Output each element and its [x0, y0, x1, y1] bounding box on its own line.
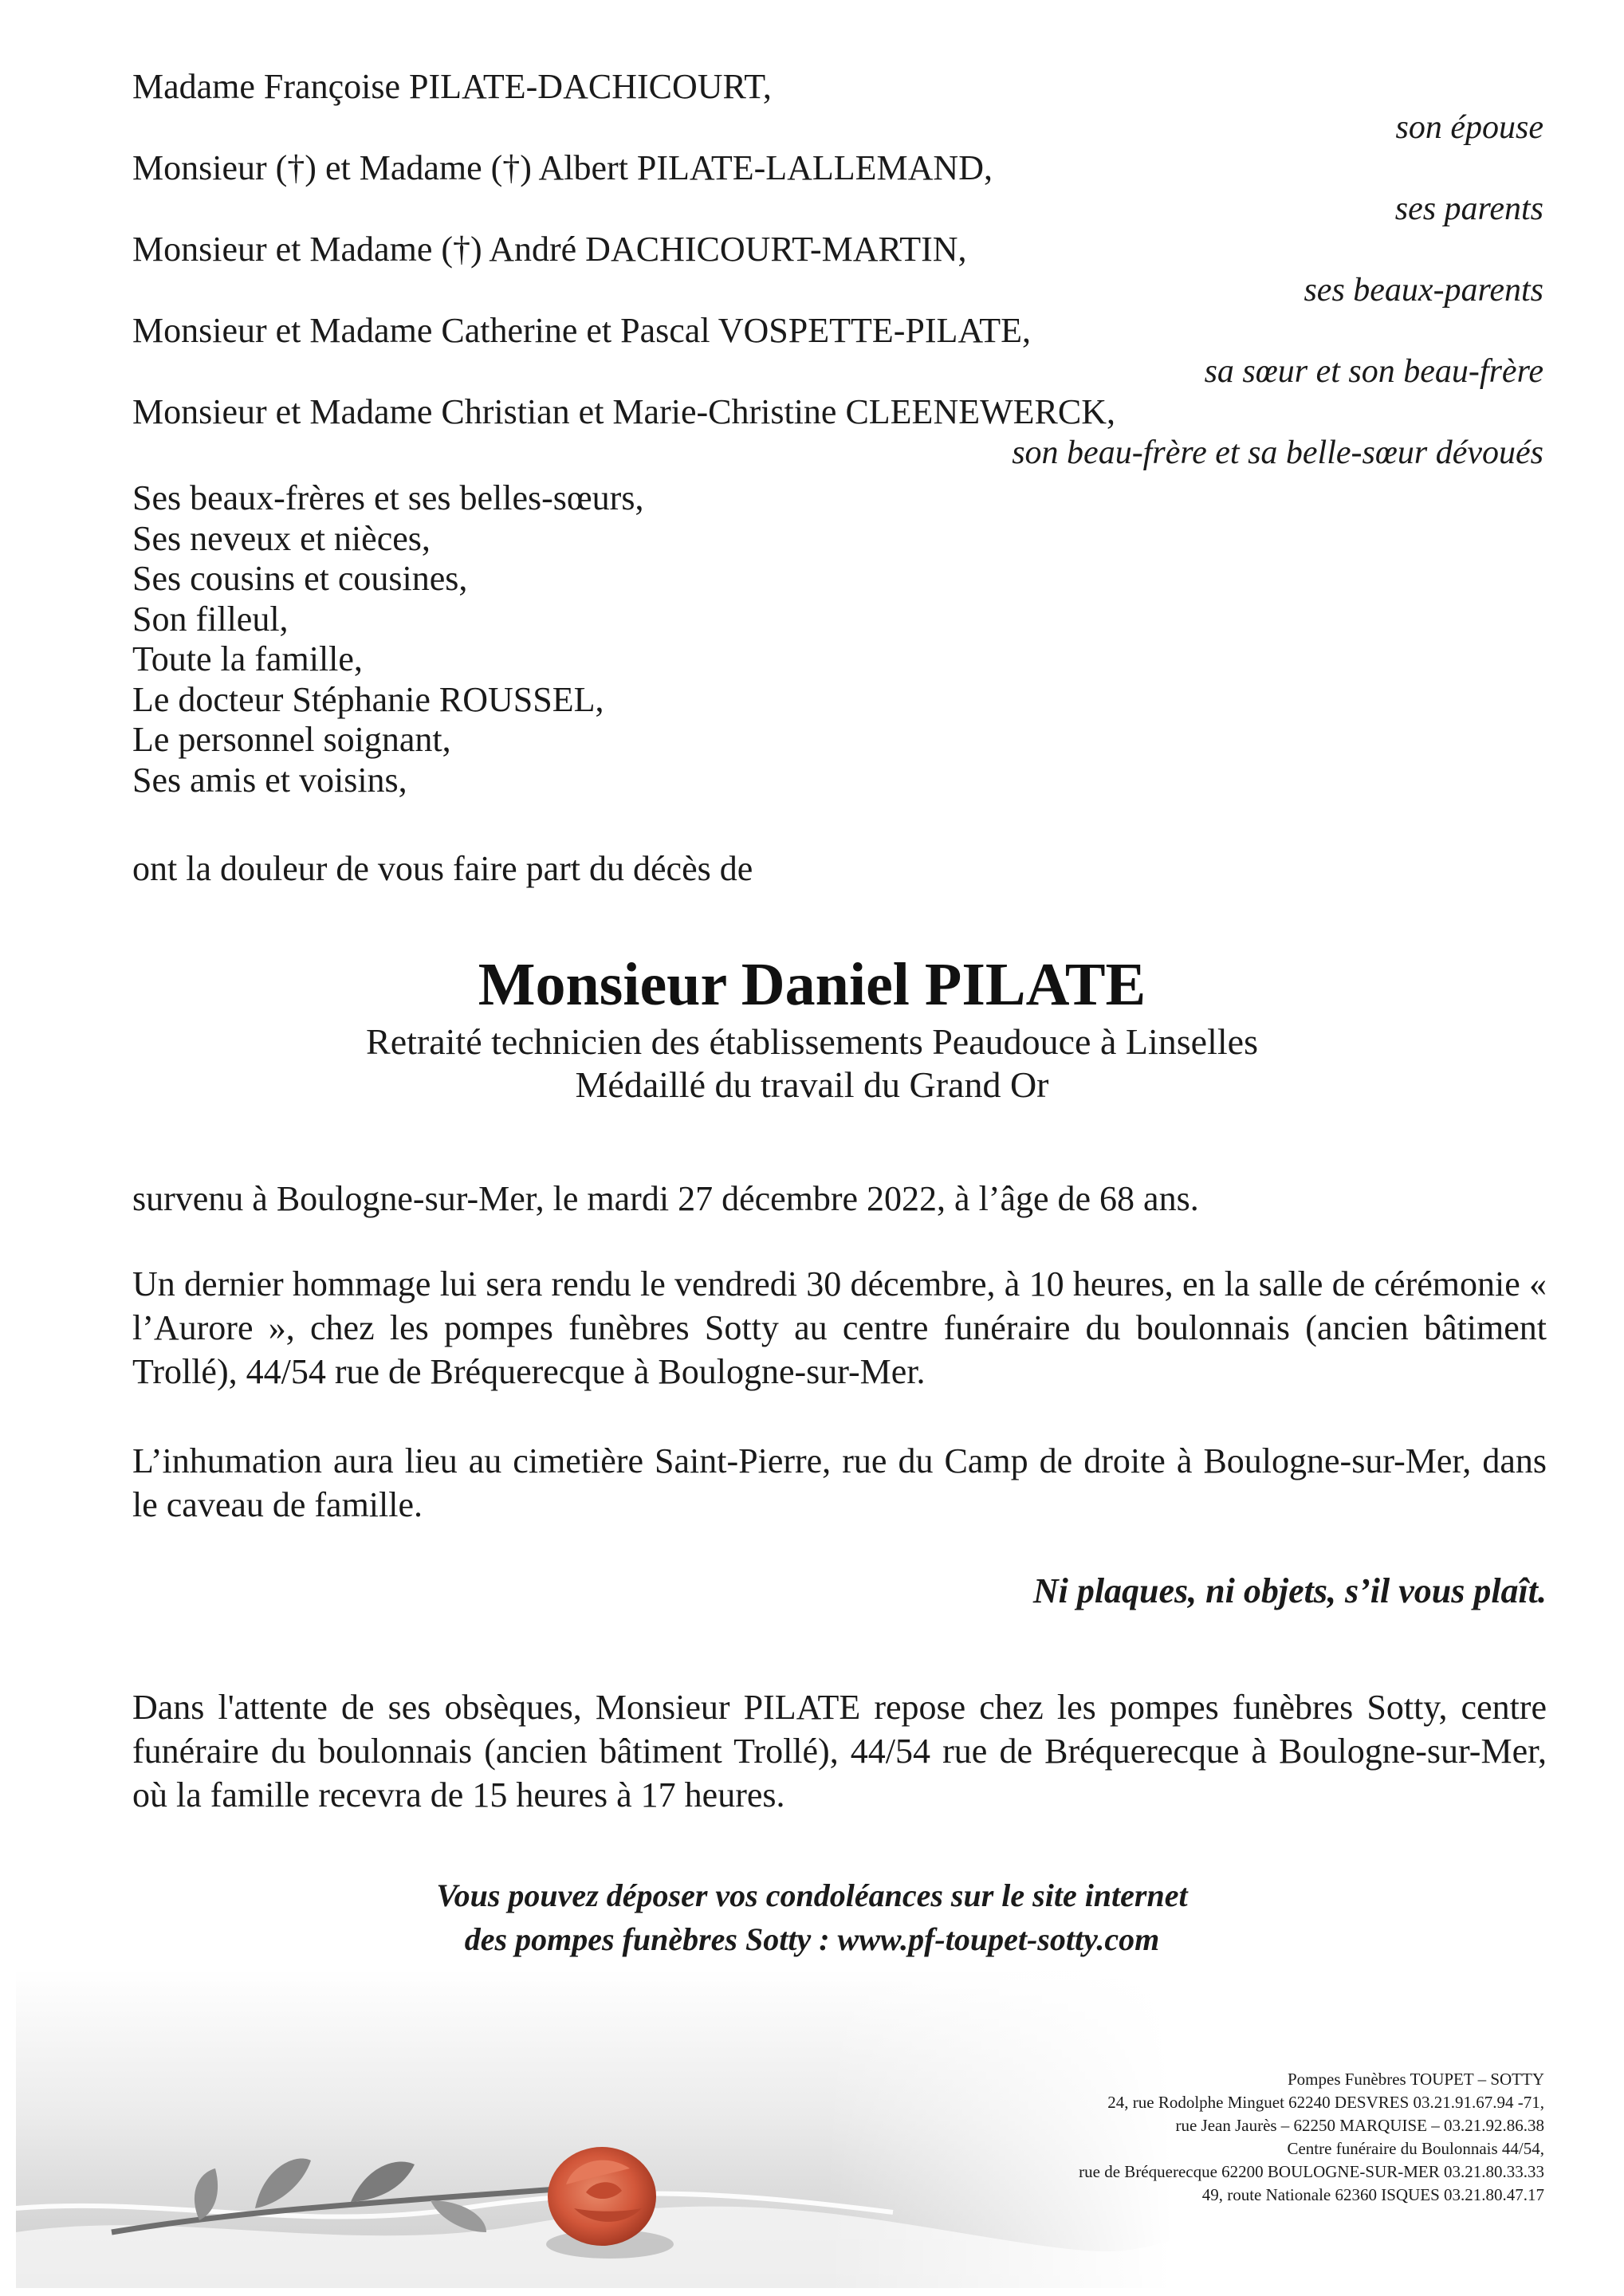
family-member-relation: ses beaux-parents: [1304, 272, 1543, 309]
contact-line: 49, route Nationale 62360 ISQUES 03.21.80.47.17: [1201, 2185, 1544, 2204]
family-member-name: Monsieur et Madame (†) André DACHICOURT-MARTIN,: [132, 230, 967, 269]
list-item: Ses beaux-frères et ses belles-sœurs,: [132, 478, 644, 517]
list-item: Son filleul,: [132, 599, 289, 639]
list-item: Ses neveux et nièces,: [132, 518, 431, 558]
contact-line: Centre funéraire du Boulonnais 44/54,: [1287, 2139, 1544, 2158]
list-item: Ses amis et voisins,: [132, 760, 407, 800]
deceased-block: [0, 949, 1624, 1107]
family-member-name: Monsieur (†) et Madame (†) Albert PILATE-LALLEMAND,: [132, 148, 993, 187]
family-member-relation: son épouse: [1395, 109, 1543, 146]
announcement-intro: ont la douleur de vous faire part du décès de: [132, 849, 753, 888]
burial-details: L’inhumation aura lieu au cimetière Saint-Pierre, rue du Camp de droite à Boulogne-sur-Mer, dans le caveau de famille.: [132, 1441, 1547, 1524]
condolences-notice: [0, 1873, 1624, 1961]
list-item: Le personnel soignant,: [132, 720, 451, 759]
list-item: Le docteur Stéphanie ROUSSEL,: [132, 679, 604, 719]
family-member-name: Monsieur et Madame Christian et Marie-Christine CLEENEWERCK,: [132, 392, 1115, 431]
contact-line: rue de Bréquerecque 62200 BOULOGNE-SUR-MER 03.21.80.33.33: [1079, 2162, 1544, 2181]
contact-line: rue Jean Jaurès – 62250 MARQUISE – 03.21.92.86.38: [1175, 2116, 1544, 2135]
rose-on-beach-illustration: [16, 1969, 1172, 2288]
deceased-name: Monsieur Daniel PILATE: [478, 951, 1146, 1018]
no-flowers-request: Ni plaques, ni objets, s’il vous plaît.: [1032, 1571, 1547, 1610]
death-details: survenu à Boulogne-sur-Mer, le mardi 27 décembre 2022, à l’âge de 68 ans.: [132, 1179, 1199, 1218]
family-member-relation: ses parents: [1394, 191, 1543, 227]
visitation-details: Dans l'attente de ses obsèques, Monsieur PILATE repose chez les pompes funèbres Sotty, centre funéraire du boulonnais (ancien bâtiment Trollé), 44/54 rue de Bréquerecque à Boulogne-sur-Mer, où la famille recevra de 15 heures à 17 heures.: [132, 1688, 1547, 1814]
other-mourners-list: [132, 478, 643, 800]
tribute-details: Un dernier hommage lui sera rendu le vendredi 30 décembre, à 10 heures, en la salle de cérémonie « l’Aurore », chez les pompes funèbres Sotty au centre funéraire du boulonnais (ancien bâtiment Trollé), 44/54 rue de Bréquerecque à Boulogne-sur-Mer.: [132, 1264, 1547, 1391]
list-item: Ses cousins et cousines,: [132, 559, 468, 598]
family-member-name: Madame Françoise PILATE-DACHICOURT,: [132, 67, 772, 106]
contact-line: Pompes Funèbres TOUPET – SOTTY: [1287, 2070, 1544, 2089]
condolences-line: des pompes funèbres Sotty : www.pf-toupet-sotty.com: [464, 1921, 1160, 1957]
family-list: [132, 67, 1543, 474]
deceased-occupation: Retraité technicien des établissements Peaudouce à Linselles: [366, 1021, 1258, 1062]
list-item: Toute la famille,: [132, 639, 363, 678]
family-member-relation: son beau-frère et sa belle-sœur dévoués: [1012, 434, 1543, 471]
contact-line: 24, rue Rodolphe Minguet 62240 DESVRES 03.21.91.67.94 -71,: [1107, 2093, 1544, 2112]
deceased-honor: Médaillé du travail du Grand Or: [575, 1064, 1049, 1105]
condolences-line: Vous pouvez déposer vos condoléances sur le site internet: [436, 1877, 1188, 1913]
funeral-home-contacts: [1079, 2068, 1544, 2207]
family-member-name: Monsieur et Madame Catherine et Pascal VOSPETTE-PILATE,: [132, 311, 1032, 350]
family-member-relation: sa sœur et son beau-frère: [1204, 353, 1543, 390]
